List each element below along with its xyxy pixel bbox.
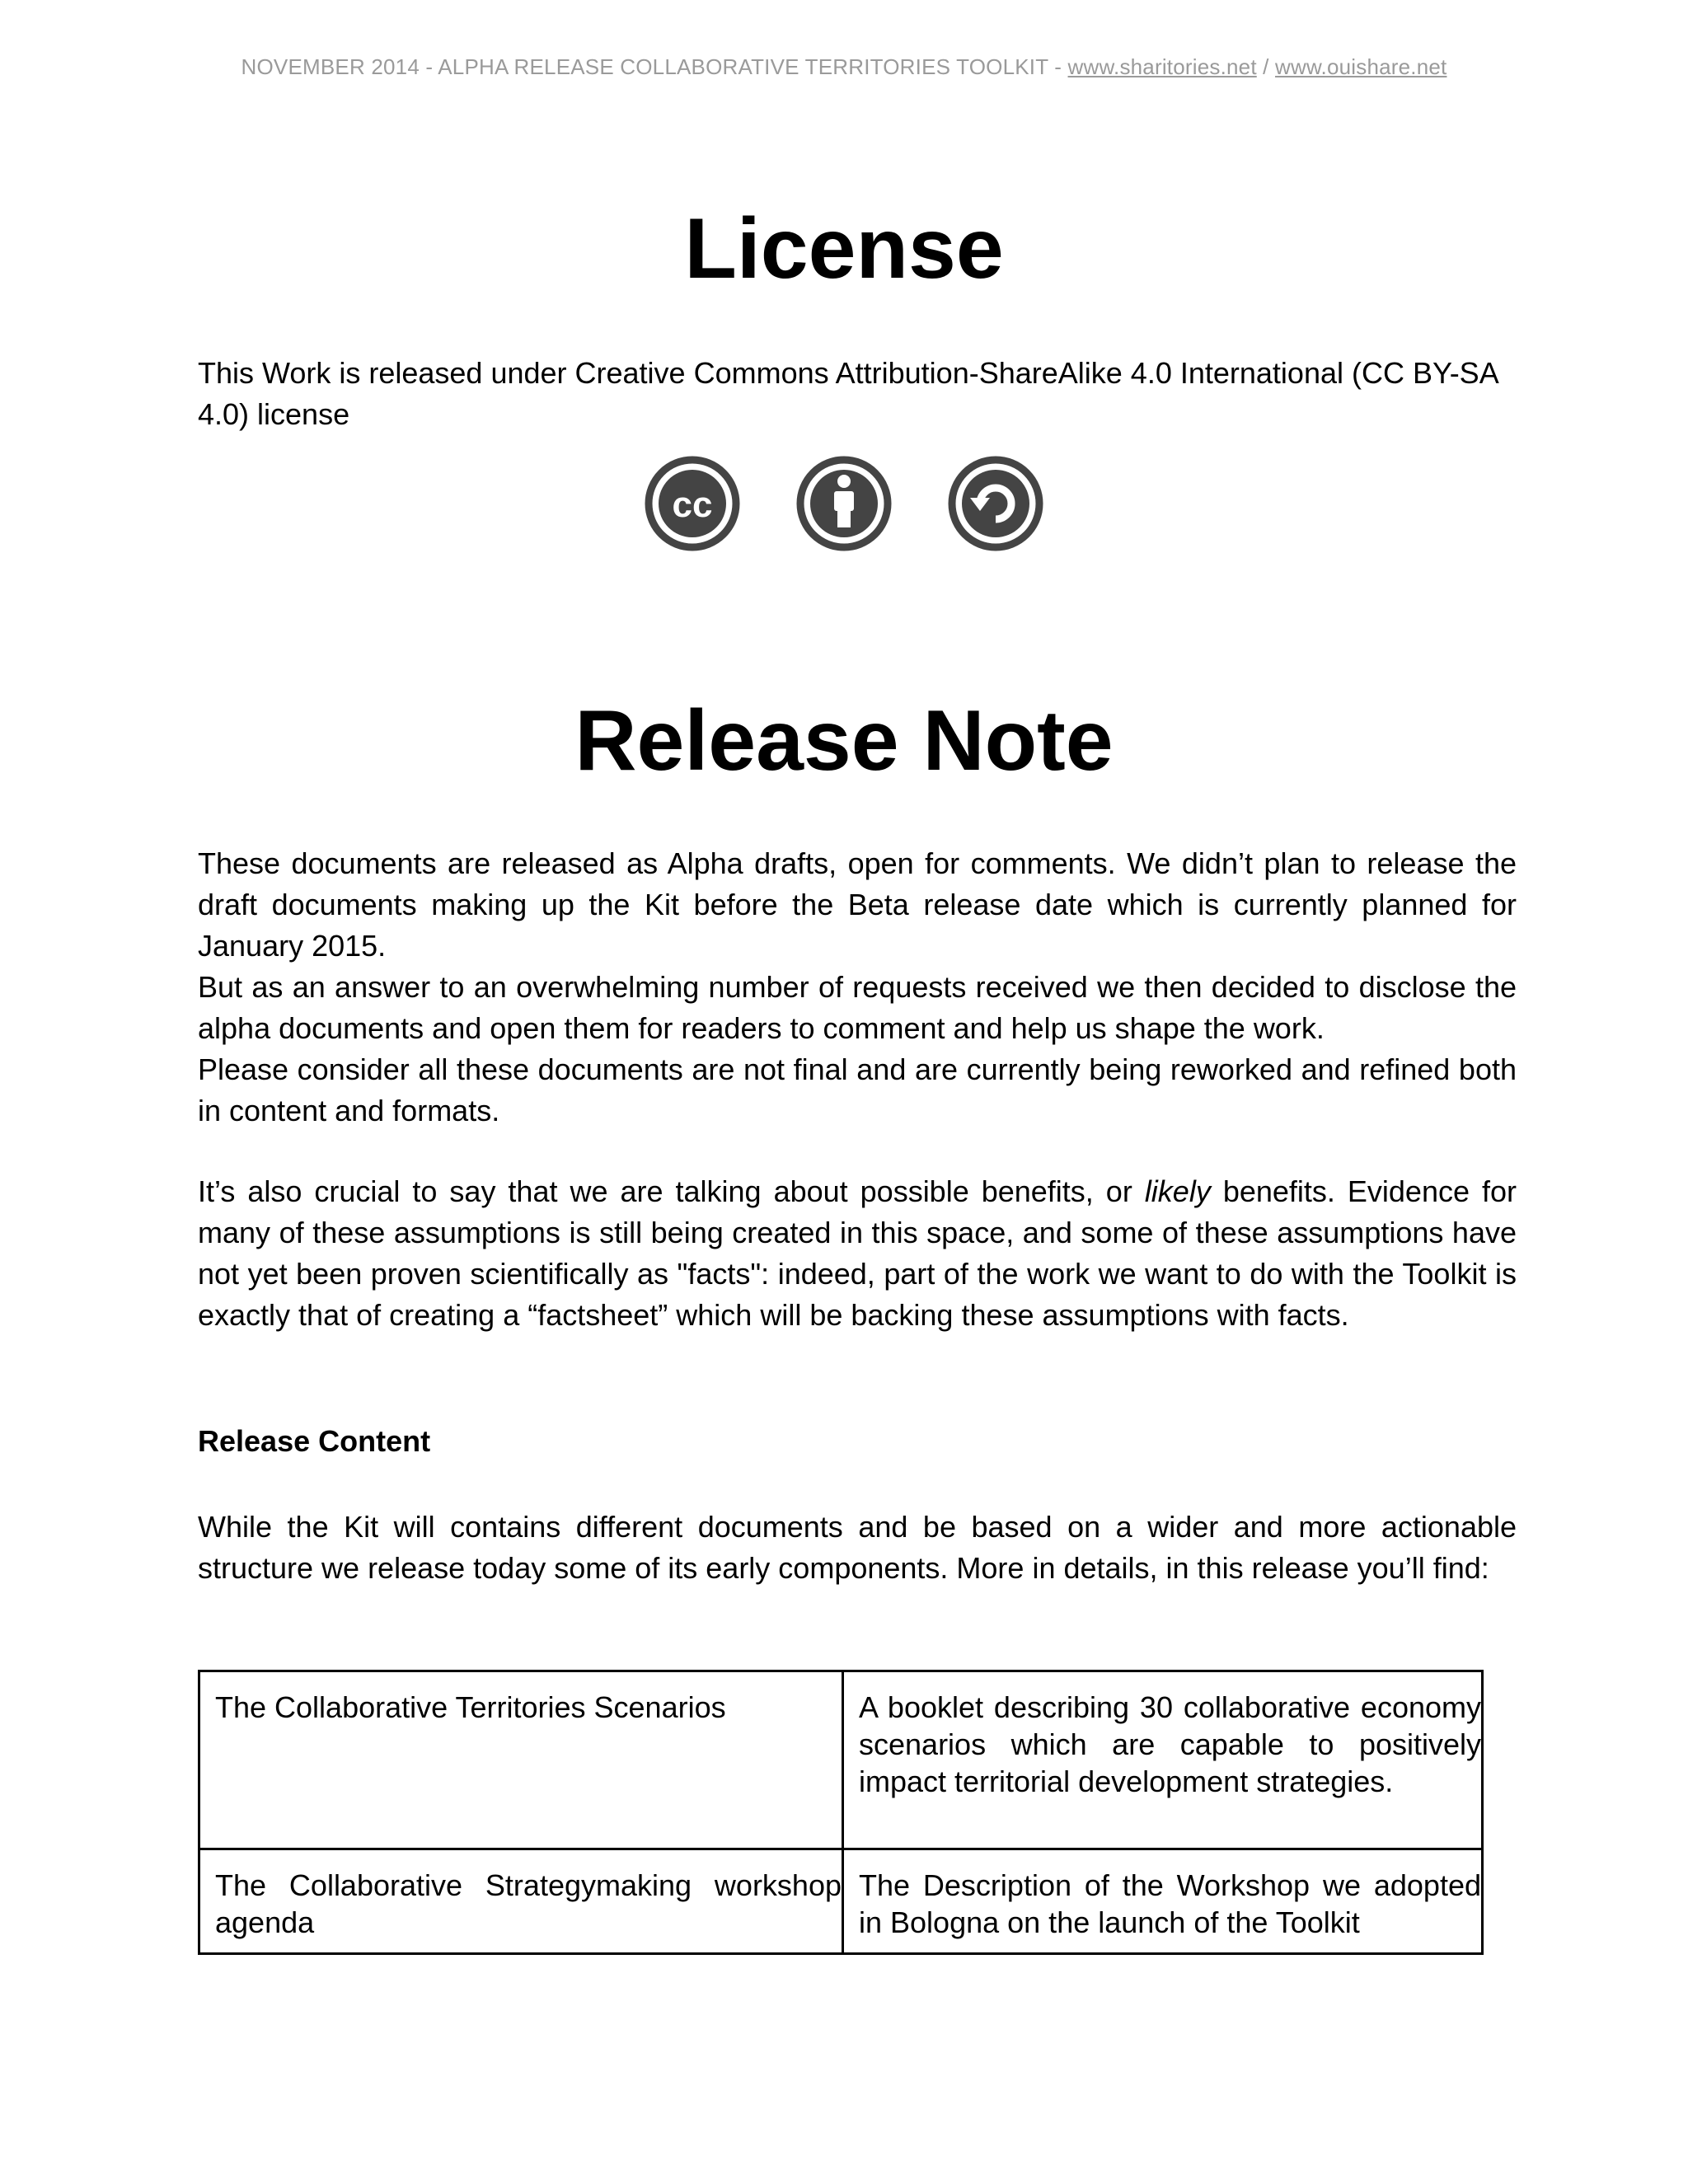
table-cell-name	[199, 1849, 843, 1954]
release-note-para-2: But as an answer to an overwhelming number of requests received we then decided to disclose the alpha documents and open them for readers to comment and help us shape the work.	[198, 970, 1517, 1045]
ouishare-link[interactable]: www.ouishare.net	[1275, 54, 1447, 79]
table-cell-description	[843, 1671, 1483, 1849]
release-note-para-3: Please consider all these documents are not final and are currently being reworked and refined both in content and formats.	[198, 1052, 1517, 1127]
para4-text-after: benefits. Evidence for many of these assumptions is still being created in this space, and some of these assumptions have not yet been proven scientifically as "facts": indeed, part of the work we want to do with the Toolkit is exactly that of creating a “factsheet” which will be backing these assumptions with facts.	[198, 1174, 1517, 1332]
header-text: NOVEMBER 2014 - ALPHA RELEASE COLLABORATIVE TERRITORIES TOOLKIT -	[241, 54, 1068, 79]
header-separator: /	[1256, 54, 1276, 79]
table-cell-name	[199, 1671, 843, 1849]
row-1-description: A booklet describing 30 collaborative economy scenarios which are capable to positively impact territorial development strategies.	[859, 1690, 1481, 1798]
release-note-block-1	[198, 843, 1517, 1132]
row-1-name: The Collaborative Territories Scenarios	[215, 1690, 726, 1724]
release-note-para-4	[198, 1171, 1517, 1336]
release-note-title: Release Note	[574, 693, 1114, 789]
sharealike-icon	[947, 455, 1044, 552]
para4-italic: likely	[1144, 1174, 1211, 1208]
table-cell-description	[843, 1849, 1483, 1954]
table-row	[199, 1849, 1483, 1954]
cc-license-icons	[0, 455, 1688, 552]
row-2-name: The Collaborative Strategymaking workshop agenda	[215, 1868, 842, 1939]
release-content-intro: While the Kit will contains different documents and be based on a wider and more actionable structure we release today some of its early components. More in details, in this release you’ll find:	[198, 1510, 1517, 1585]
by-attribution-icon	[795, 455, 893, 552]
row-2-description: The Description of the Workshop we adopted in Bologna on the launch of the Toolkit	[859, 1868, 1481, 1939]
svg-text:cc: cc	[672, 485, 713, 525]
license-title: License	[684, 201, 1004, 297]
release-content-table	[198, 1670, 1484, 1955]
para4-text-before: It’s also crucial to say that we are talking about possible benefits, or	[198, 1174, 1145, 1208]
sharitories-link[interactable]: www.sharitories.net	[1067, 54, 1257, 79]
license-text: This Work is released under Creative Commons Attribution-ShareAlike 4.0 International (CC BY-SA 4.0) license	[198, 356, 1498, 431]
cc-icon	[644, 455, 741, 552]
release-note-para-1: These documents are released as Alpha drafts, open for comments. We didn’t plan to release the draft documents making up the Kit before the Beta release date which is currently planned for January 2015.	[198, 846, 1517, 963]
release-content-heading: Release Content	[198, 1424, 431, 1458]
table-row	[199, 1671, 1483, 1849]
page-header	[0, 54, 1688, 80]
